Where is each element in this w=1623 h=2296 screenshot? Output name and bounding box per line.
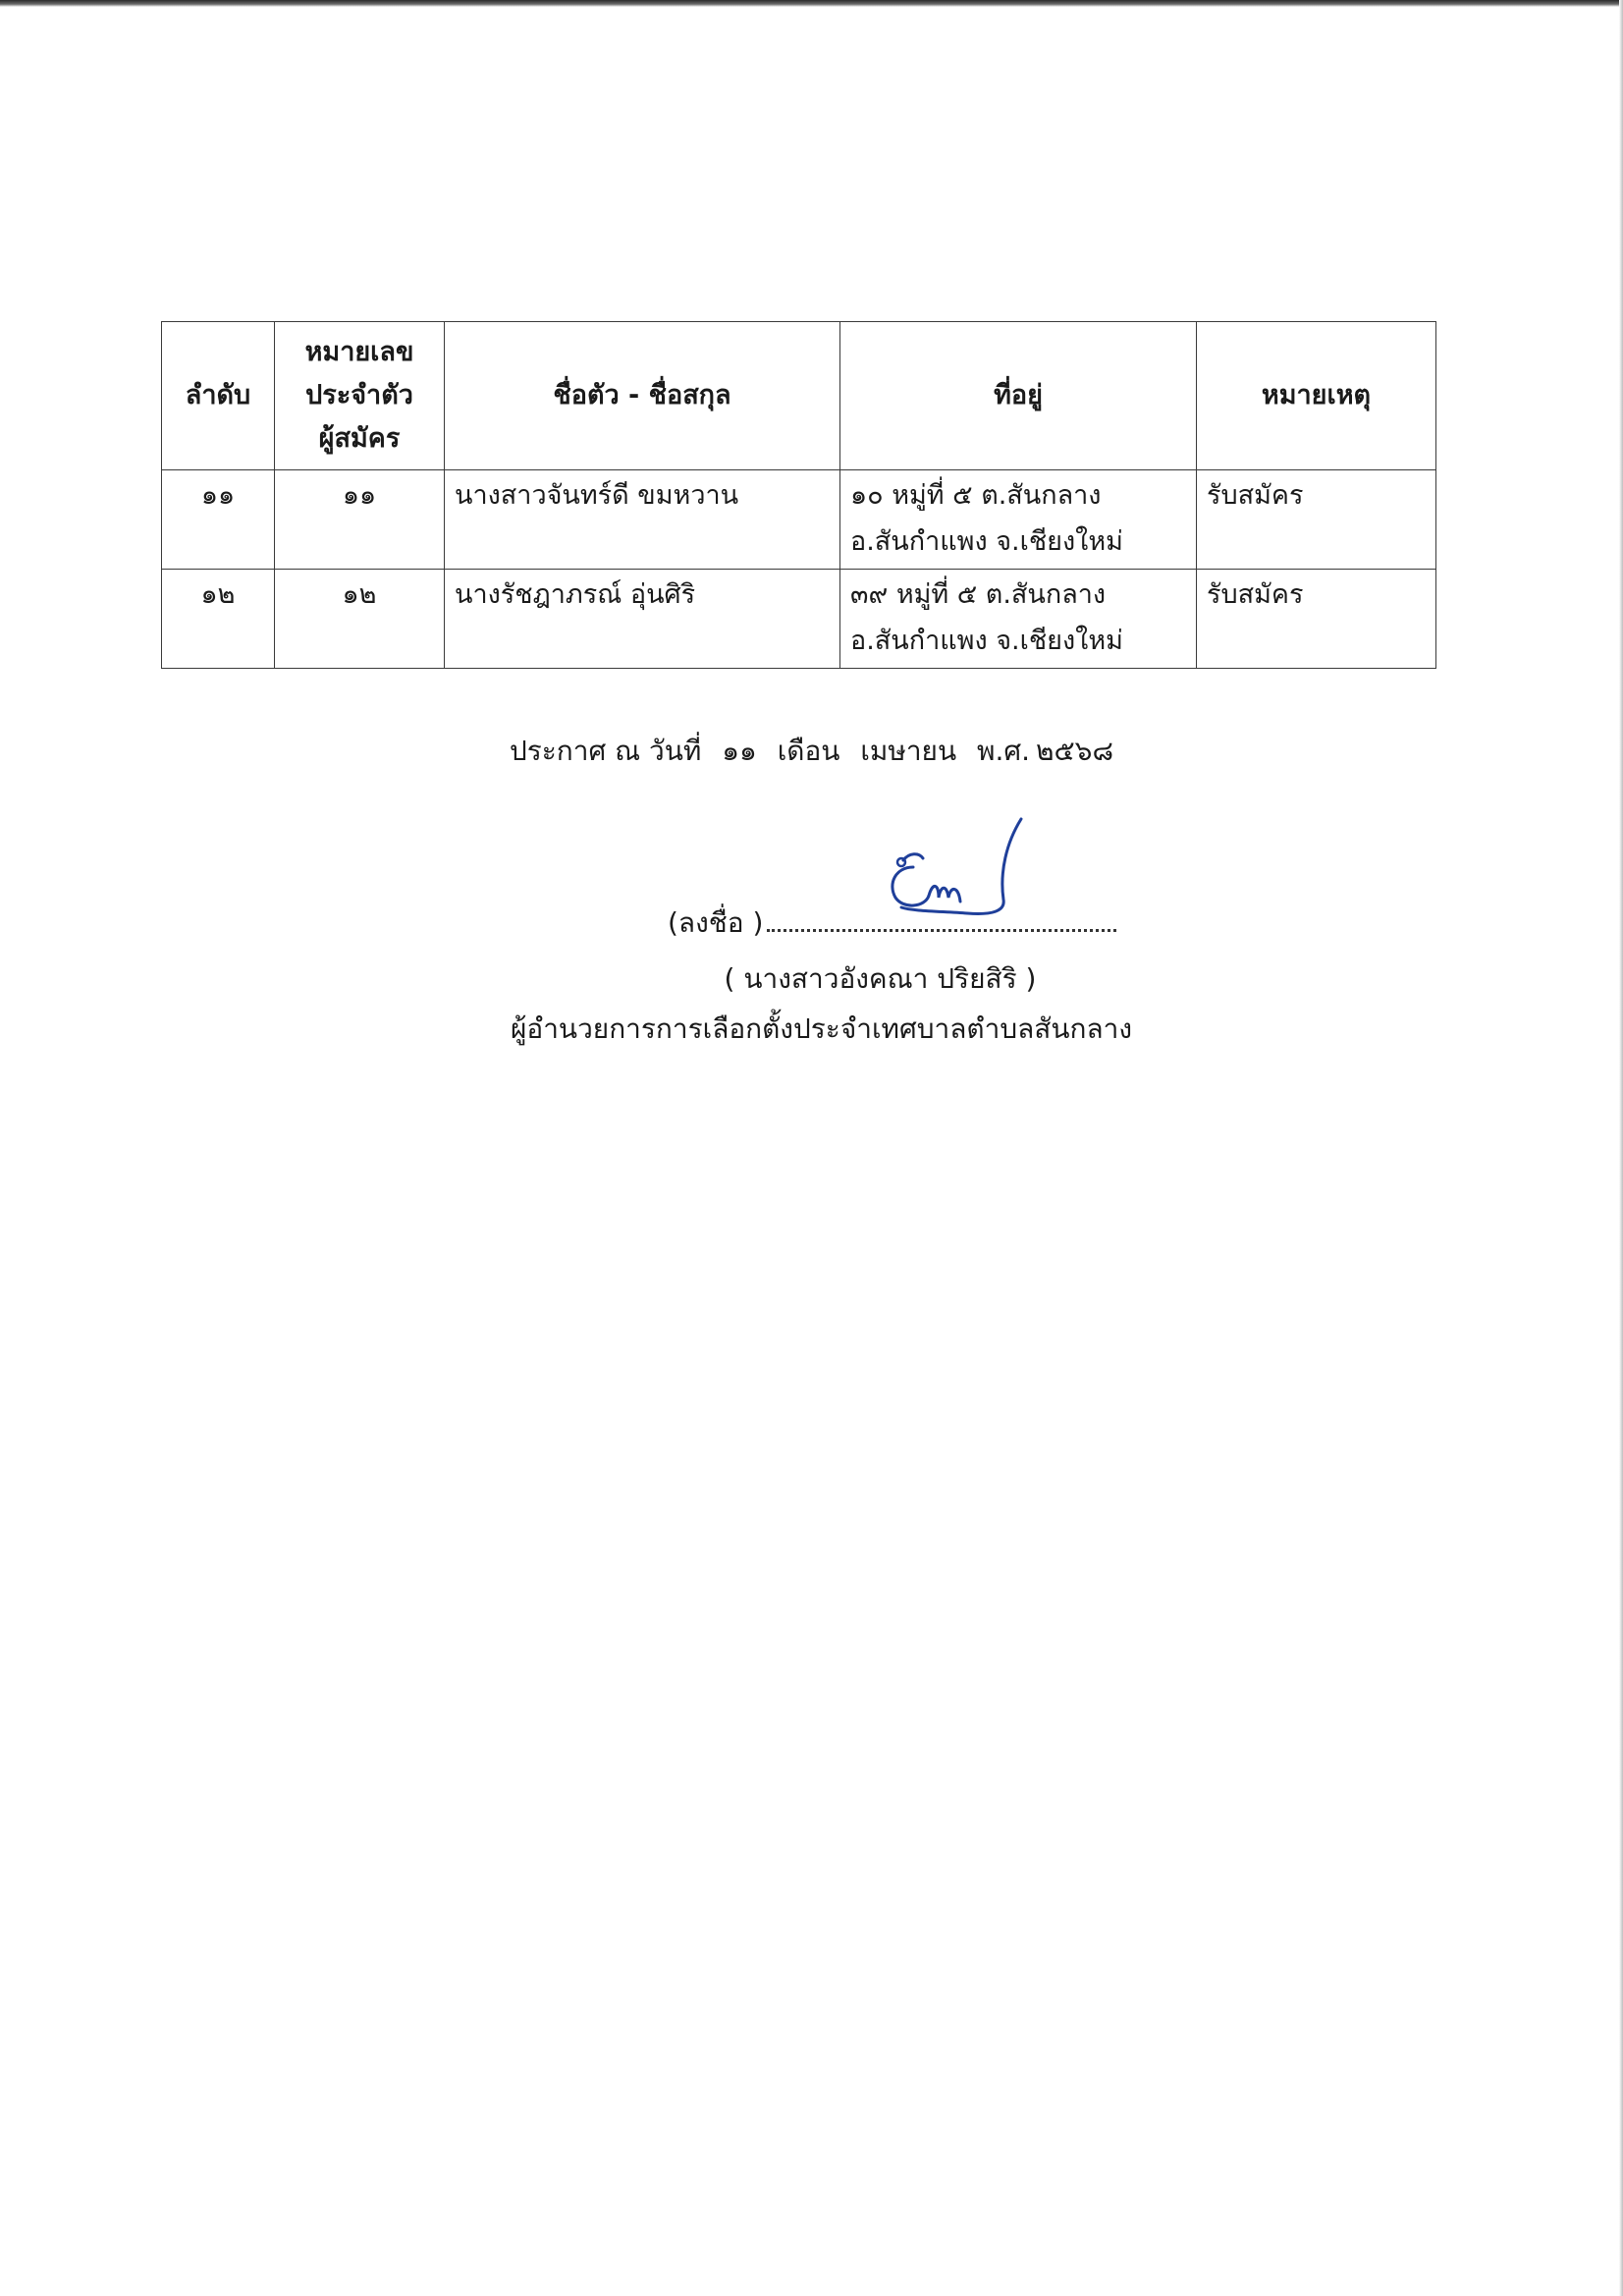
announcement-date	[0, 732, 1623, 771]
address-line1: ๓๙ หมู่ที่ ๕ ต.สันกลาง	[850, 579, 1107, 610]
header-name: ชื่อตัว - ชื่อสกุล	[445, 322, 840, 470]
header-applicant-no	[275, 322, 445, 470]
cell-address	[840, 570, 1197, 669]
address-line2: อ.สันกำแพง จ.เชียงใหม่	[850, 626, 1123, 656]
announcement-prefix: ประกาศ ณ วันที่	[509, 735, 702, 767]
cell-name: นางรัชฎาภรณ์ อุ่นศิริ	[445, 570, 840, 669]
scan-edge-right	[1619, 0, 1623, 2296]
cell-applicant-no: ๑๑	[275, 470, 445, 570]
announcement-month-label: เดือน	[777, 735, 840, 767]
header-applicant-no-line2: ประจำตัว	[305, 380, 413, 410]
cell-address	[840, 470, 1197, 570]
table-row	[162, 470, 1436, 570]
address-line1: ๑๐ หมู่ที่ ๕ ต.สันกลาง	[850, 480, 1102, 511]
signer-title: ผู้อำนวยการการเลือกตั้งประจำเทศบาลตำบลสันกลาง	[510, 1012, 1132, 1045]
cell-remark: รับสมัคร	[1197, 470, 1436, 570]
header-address: ที่อยู่	[840, 322, 1197, 470]
cell-seq: ๑๑	[162, 470, 275, 570]
candidate-table	[161, 321, 1436, 669]
cell-applicant-no: ๑๒	[275, 570, 445, 669]
header-remark: หมายเหตุ	[1197, 322, 1436, 470]
table-header-row	[162, 322, 1436, 470]
announcement-month: เมษายน	[860, 735, 957, 767]
scan-edge-top	[0, 0, 1623, 7]
cell-remark: รับสมัคร	[1197, 570, 1436, 669]
signer-name: ( นางสาวอังคณา ปริยสิริ )	[724, 962, 1037, 995]
sign-line	[668, 903, 1116, 943]
announcement-year: ๒๕๖๘	[1036, 735, 1114, 767]
address-line2: อ.สันกำแพง จ.เชียงใหม่	[850, 526, 1123, 557]
sign-label: (ลงชื่อ )	[668, 906, 764, 939]
cell-name: นางสาวจันทร์ดี ขมหวาน	[445, 470, 840, 570]
cell-seq: ๑๒	[162, 570, 275, 669]
header-seq: ลำดับ	[162, 322, 275, 470]
announcement-year-label: พ.ศ.	[977, 735, 1031, 767]
signature-dotted-line	[767, 903, 1116, 932]
header-applicant-no-line1: หมายเลข	[304, 337, 414, 367]
announcement-day: ๑๑	[722, 735, 757, 767]
table-row	[162, 570, 1436, 669]
header-applicant-no-line3: ผู้สมัคร	[318, 423, 401, 454]
